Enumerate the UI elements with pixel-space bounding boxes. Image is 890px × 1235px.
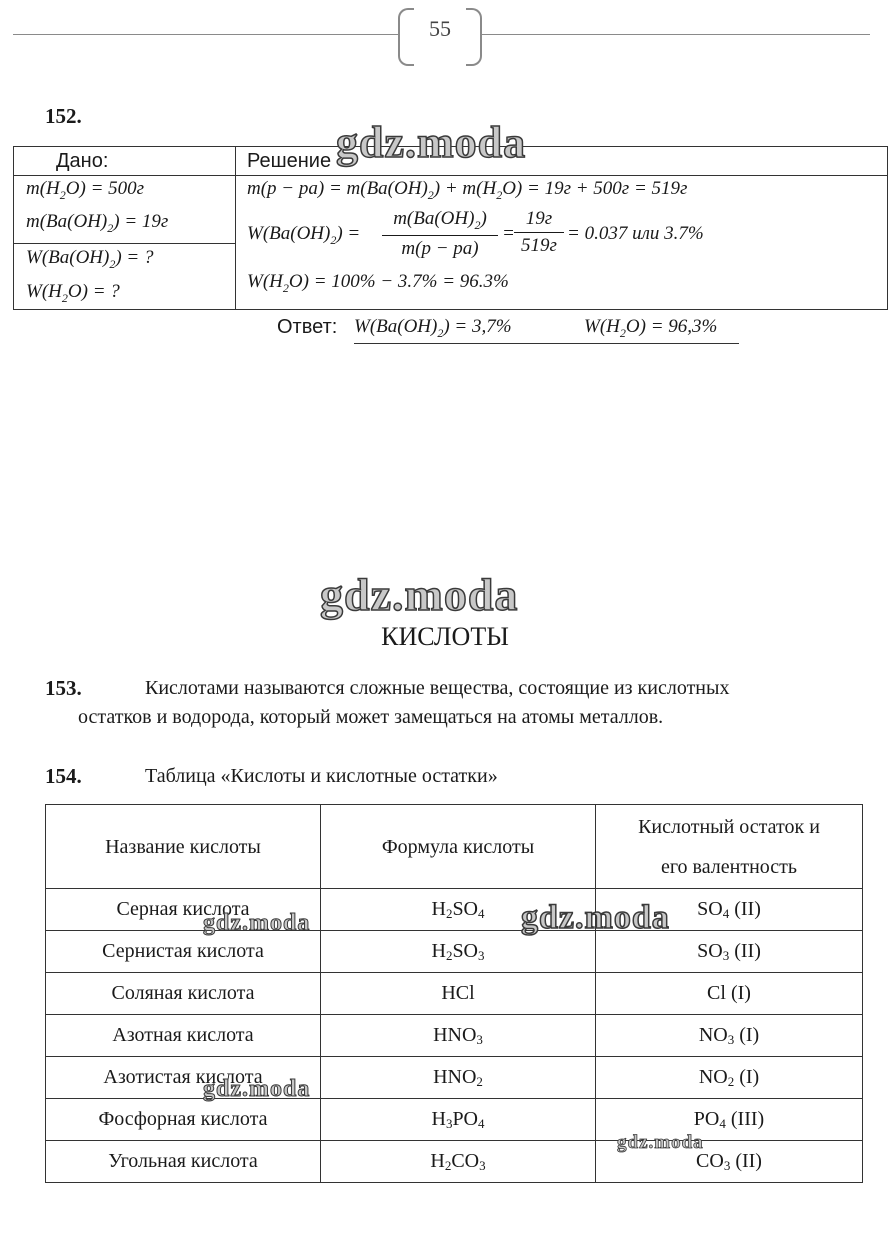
- header-acid-formula: Формула кислоты: [321, 805, 596, 889]
- header-acid-name: Название кислоты: [46, 805, 321, 889]
- acid-residue: $CO_3$ (II): [596, 1141, 863, 1183]
- solution-line-fraction-lhs: $W(Ba(OH)_2)$ =: [247, 223, 361, 247]
- header-rule-left: [13, 34, 398, 35]
- acid-name: Соляная кислота: [46, 973, 321, 1015]
- answer-label: Ответ:: [277, 316, 338, 338]
- acid-name: Угольная кислота: [46, 1141, 321, 1183]
- problem-153-text-line1: Кислотами называются сложные вещества, состоящие из кислотных: [145, 677, 730, 699]
- page-number-brace-right: [466, 8, 482, 66]
- problem-154-title: Таблица «Кислоты и кислотные остатки»: [145, 765, 498, 787]
- acid-name: Серная кислота: [46, 889, 321, 931]
- table-row: [46, 973, 863, 1015]
- acid-name: Сернистая кислота: [46, 931, 321, 973]
- problem-152-number: 152.: [45, 104, 82, 128]
- watermark-logo: gdz.moda: [320, 569, 519, 620]
- solution-fraction-result: = 0.037 или 3.7%: [567, 223, 704, 244]
- watermark-logo: gdz.moda: [617, 1132, 704, 1153]
- acids-table: [45, 804, 863, 1183]
- solution-line-water: $W(H_2O) = 100\% - 3.7\% = 96.3\%$: [247, 271, 509, 295]
- acid-formula: $H_2SO_3$: [321, 931, 596, 973]
- acid-residue: Cl (I): [596, 973, 863, 1015]
- header-rule-right: [480, 34, 870, 35]
- given-baoh2-mass: $m(Ba(OH)_2) = 19г$: [26, 211, 169, 235]
- page-number-brace-left: [398, 8, 414, 66]
- given-water-mass: $m(H_2O) = 500г$: [26, 178, 145, 202]
- solution-equals: =: [502, 223, 515, 244]
- watermark-logo: gdz.moda: [203, 910, 311, 936]
- table-row: [46, 1099, 863, 1141]
- table-row: [46, 1057, 863, 1099]
- watermark-logo: gdz.moda: [336, 118, 527, 167]
- find-water-fraction: $W(H_2O)$ = ?: [26, 281, 120, 305]
- acid-formula: HCl: [321, 973, 596, 1015]
- acid-formula: $H_2CO_3$: [321, 1141, 596, 1183]
- section-title: КИСЛОТЫ: [381, 622, 509, 651]
- acid-residue: $SO_3$ (II): [596, 931, 863, 973]
- acid-residue: $PO_4$ (III): [596, 1099, 863, 1141]
- acid-residue: $NO_3$ (I): [596, 1015, 863, 1057]
- answer-underline: [354, 343, 739, 344]
- acid-residue: $NO_2$ (I): [596, 1057, 863, 1099]
- problem-152-table: [13, 146, 888, 310]
- problem-153-text-line2: остатков и водорода, который может замещаться на атомы металлов.: [78, 706, 664, 728]
- solution-line-mass: $m(p - pa) = m(Ba(OH)_2) + m(H_2O) = 19г + 500г = 519г$: [247, 178, 688, 202]
- acid-formula: $H_2SO_4$: [321, 889, 596, 931]
- problem-154-number: 154.: [45, 764, 82, 788]
- fraction-numeric: 19г 519г: [514, 208, 564, 257]
- page-number: 55: [429, 16, 451, 41]
- answer-water: $W(H_2O) = 96,3\%$: [584, 316, 718, 340]
- table-divider: [14, 243, 235, 244]
- table-row: [46, 931, 863, 973]
- table-row: [46, 889, 863, 931]
- table-divider: [14, 175, 887, 176]
- acid-formula: $H_3PO_4$: [321, 1099, 596, 1141]
- fraction-mass-ratio: $\frac{m(Ba(OH)_2)}{m(p - pa)}$: [382, 208, 498, 260]
- header-acid-residue: Кислотный остаток и его валентность: [596, 805, 863, 889]
- acid-formula: $HNO_2$: [321, 1057, 596, 1099]
- watermark-logo: gdz.moda: [521, 899, 670, 936]
- table-header-row: [46, 805, 863, 889]
- given-heading: Дано:: [56, 150, 109, 172]
- acid-formula: $HNO_3$: [321, 1015, 596, 1057]
- acid-residue: $SO_4$ (II): [596, 889, 863, 931]
- table-row: [46, 1141, 863, 1183]
- find-baoh2-fraction: $W(Ba(OH)_2)$ = ?: [26, 247, 154, 271]
- table-row: [46, 1015, 863, 1057]
- acid-name: Фосфорная кислота: [46, 1099, 321, 1141]
- watermark-logo: gdz.moda: [203, 1076, 311, 1102]
- table-divider: [235, 147, 236, 309]
- acid-name: Азотная кислота: [46, 1015, 321, 1057]
- acid-name: Азотистая кислота: [46, 1057, 321, 1099]
- problem-153-number: 153.: [45, 676, 82, 700]
- solution-heading: Решение: [247, 150, 332, 172]
- answer-baoh2: $W(Ba(OH)_2) = 3,7\%$: [354, 316, 512, 340]
